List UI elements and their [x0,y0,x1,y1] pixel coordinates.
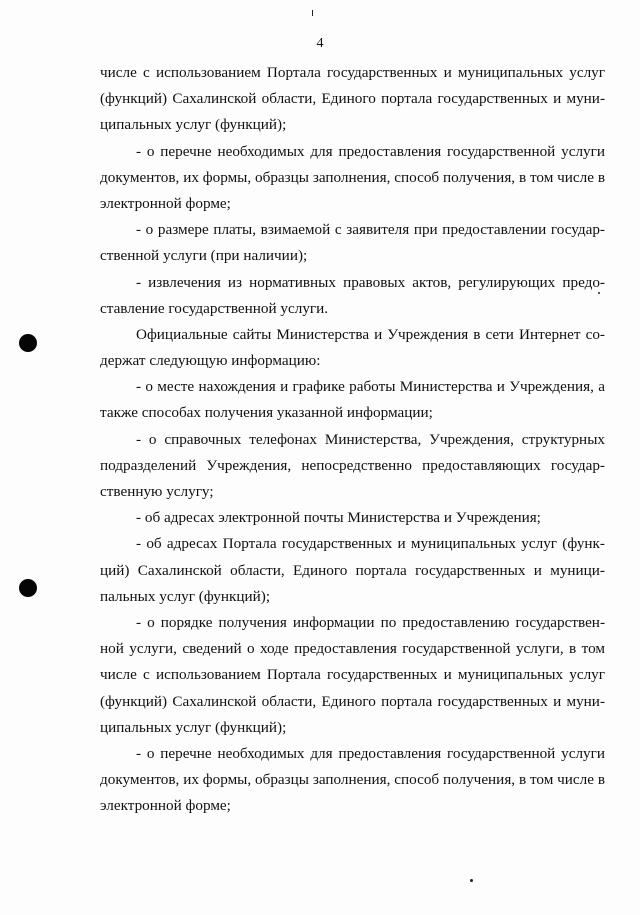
scan-speck [470,879,473,882]
text-line: - о размере платы, взимаемой с заявителя при предоставлении государ- [136,221,605,239]
punch-hole-icon [19,579,37,597]
text-line: ственную услугу; [100,483,214,500]
text-line: электронной форме; [100,194,231,212]
text-line: - о перечне необходимых для предоставления государственной услуги [136,142,605,160]
text-line: документов, их формы, образцы заполнения, способ получения, в том числе в [100,771,605,789]
text-line: числе с использованием Портала государственных и муниципальных услуг [100,64,605,81]
scan-speck [312,10,313,16]
text-line: ципальных услуг (функций); [100,718,287,736]
text-line: ставление государственной услуги. [100,299,329,317]
text-line: ственной услуги (при наличии); [100,247,308,265]
text-line: - о месте нахождения и графике работы Министерства и Учреждения, а [136,378,605,396]
text-line: подразделений Учреждения, непосредственно предоставляющих государ- [100,456,605,474]
body-text [100,60,605,819]
text-line: - об адресах электронной почты Министерства и Учреждения; [136,509,541,527]
text-line: ной услуги, сведений о ходе предоставления государственной услуги, в том [100,640,605,658]
text-line: числе с использованием Портала государственных и муниципальных услуг [100,666,605,684]
text-line: также способах получения указанной информации; [100,404,433,422]
text-line: ципальных услуг (функций); [100,116,287,134]
text-line: (функций) Сахалинской области, Единого портала государственных и муни- [100,692,605,710]
text-line: - о справочных телефонах Министерства, Учреждения, структурных [136,430,605,448]
text-line: электронной форме; [100,797,231,815]
page-number: 4 [316,36,324,51]
text-line: пальных услуг (функций); [100,587,271,605]
text-line: - о порядке получения информации по предоставлению государствен- [136,613,605,631]
text-line: держат следующую информацию: [100,352,321,370]
text-line: (функций) Сахалинской области, Единого портала государственных и муни- [100,90,605,108]
text-line: документов, их формы, образцы заполнения, способ получения, в том числе в [100,168,605,186]
text-line: - извлечения из нормативных правовых актов, регулирующих предо- [136,273,605,291]
text-line: - об адресах Портала государственных и муниципальных услуг (функ- [136,535,605,553]
punch-hole-icon [19,334,37,352]
text-line: ций) Сахалинской области, Единого портала государственных и муници- [100,561,605,579]
text-line: Официальные сайты Министерства и Учреждения в сети Интернет со- [136,325,605,343]
text-line: - о перечне необходимых для предоставления государственной услуги [136,744,605,762]
